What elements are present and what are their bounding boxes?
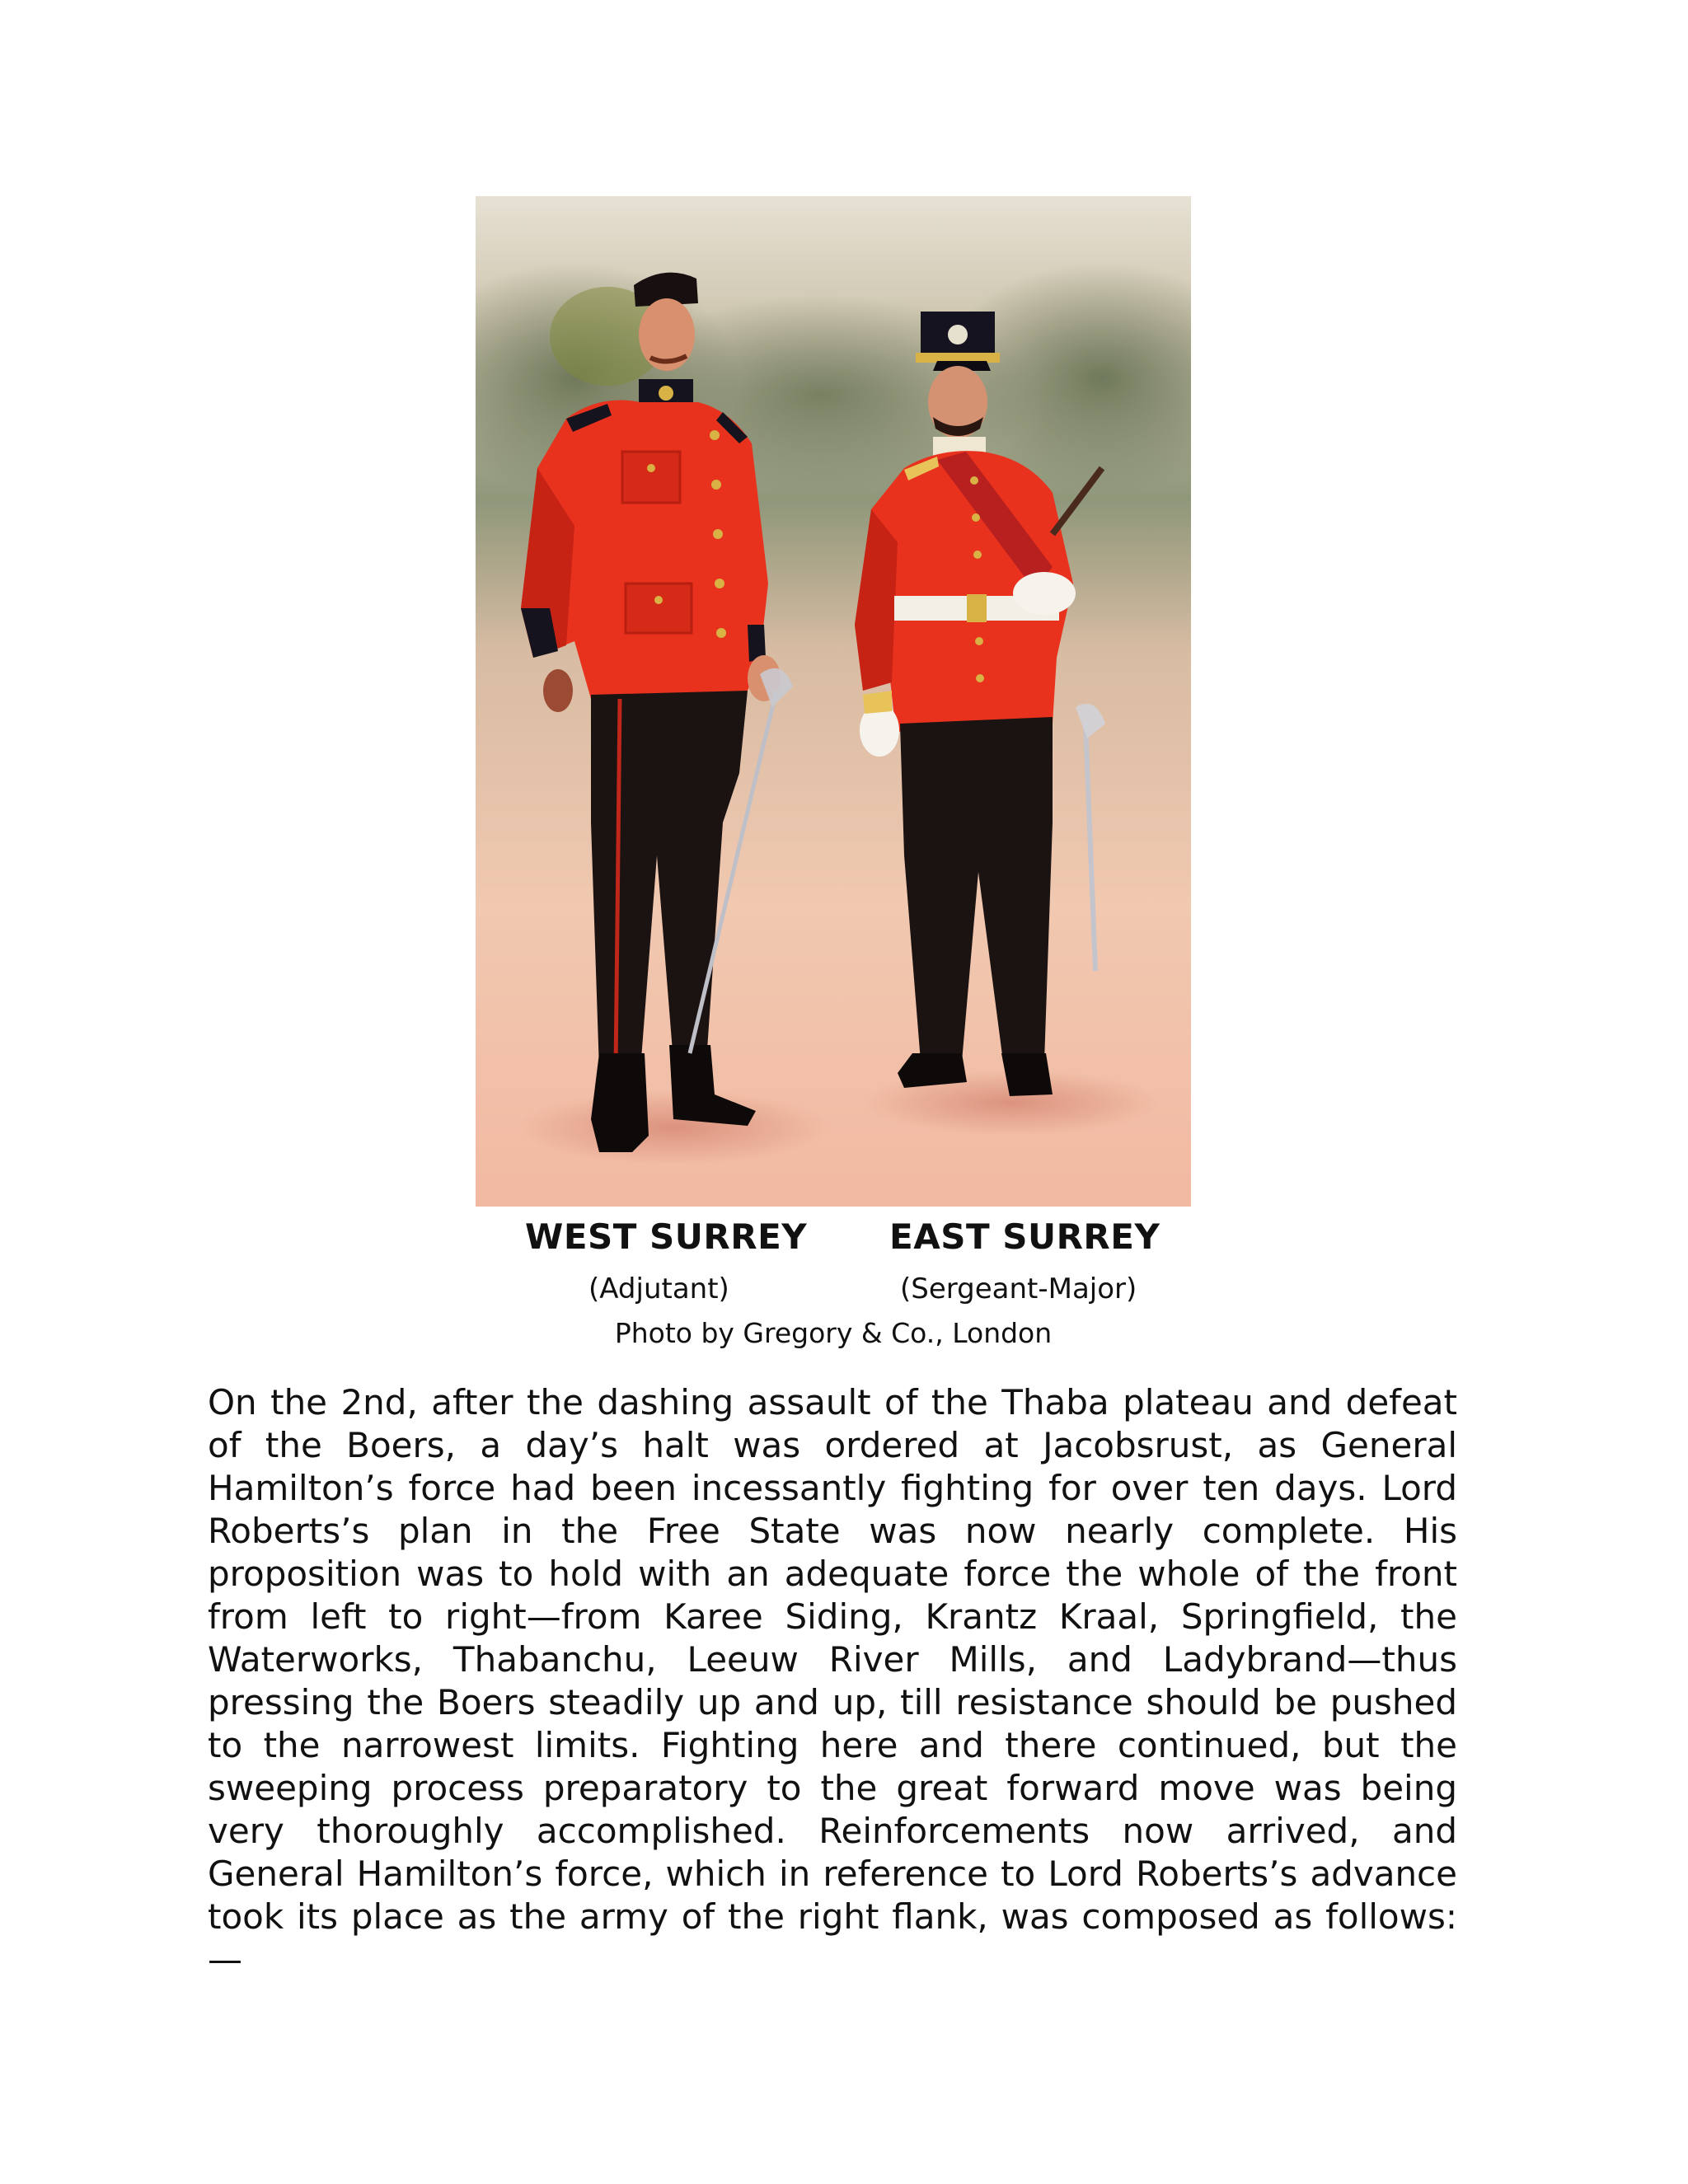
illustration-caption xyxy=(476,1216,1191,1381)
photo-credit: Photo by Gregory & Co., London xyxy=(614,1317,1053,1349)
body-paragraph: On the 2nd, after the dashing assault of the Thaba plateau and defeat of the Boers, a day’s halt was ordered at Jacobsrust, as General Hamilton’s force had been incessantly fighting for over ten days. Lord Roberts’s plan in the Free State was now nearly complete. His proposition was to hold with an adequate force the whole of the front from left to right—from Karee Siding, Krantz Kraal, Springfield, the Waterworks, Thabanchu, Leeuw River Mills, and Ladybrand—thus pressing the Boers steadily up and up, till resistance should be pushed to the narrowest limits. Fighting here and there continued, but the sweeping process preparatory to the great forward move was being very thoroughly accomplished. Reinforcements now arrived, and General Hamilton’s force, which in reference to Lord Roberts’s advance took its place as the army of the right flank, was composed as follows:— xyxy=(208,1382,1457,1980)
uniform-plate-illustration xyxy=(476,196,1191,1207)
caption-right-subtitle: (Sergeant-Major) xyxy=(900,1272,1137,1305)
caption-left-subtitle: (Adjutant) xyxy=(588,1272,729,1305)
caption-left-title: WEST SURREY xyxy=(525,1216,808,1257)
two-soldiers-illustration xyxy=(476,196,1191,1207)
caption-right-title: EAST SURREY xyxy=(889,1216,1160,1257)
